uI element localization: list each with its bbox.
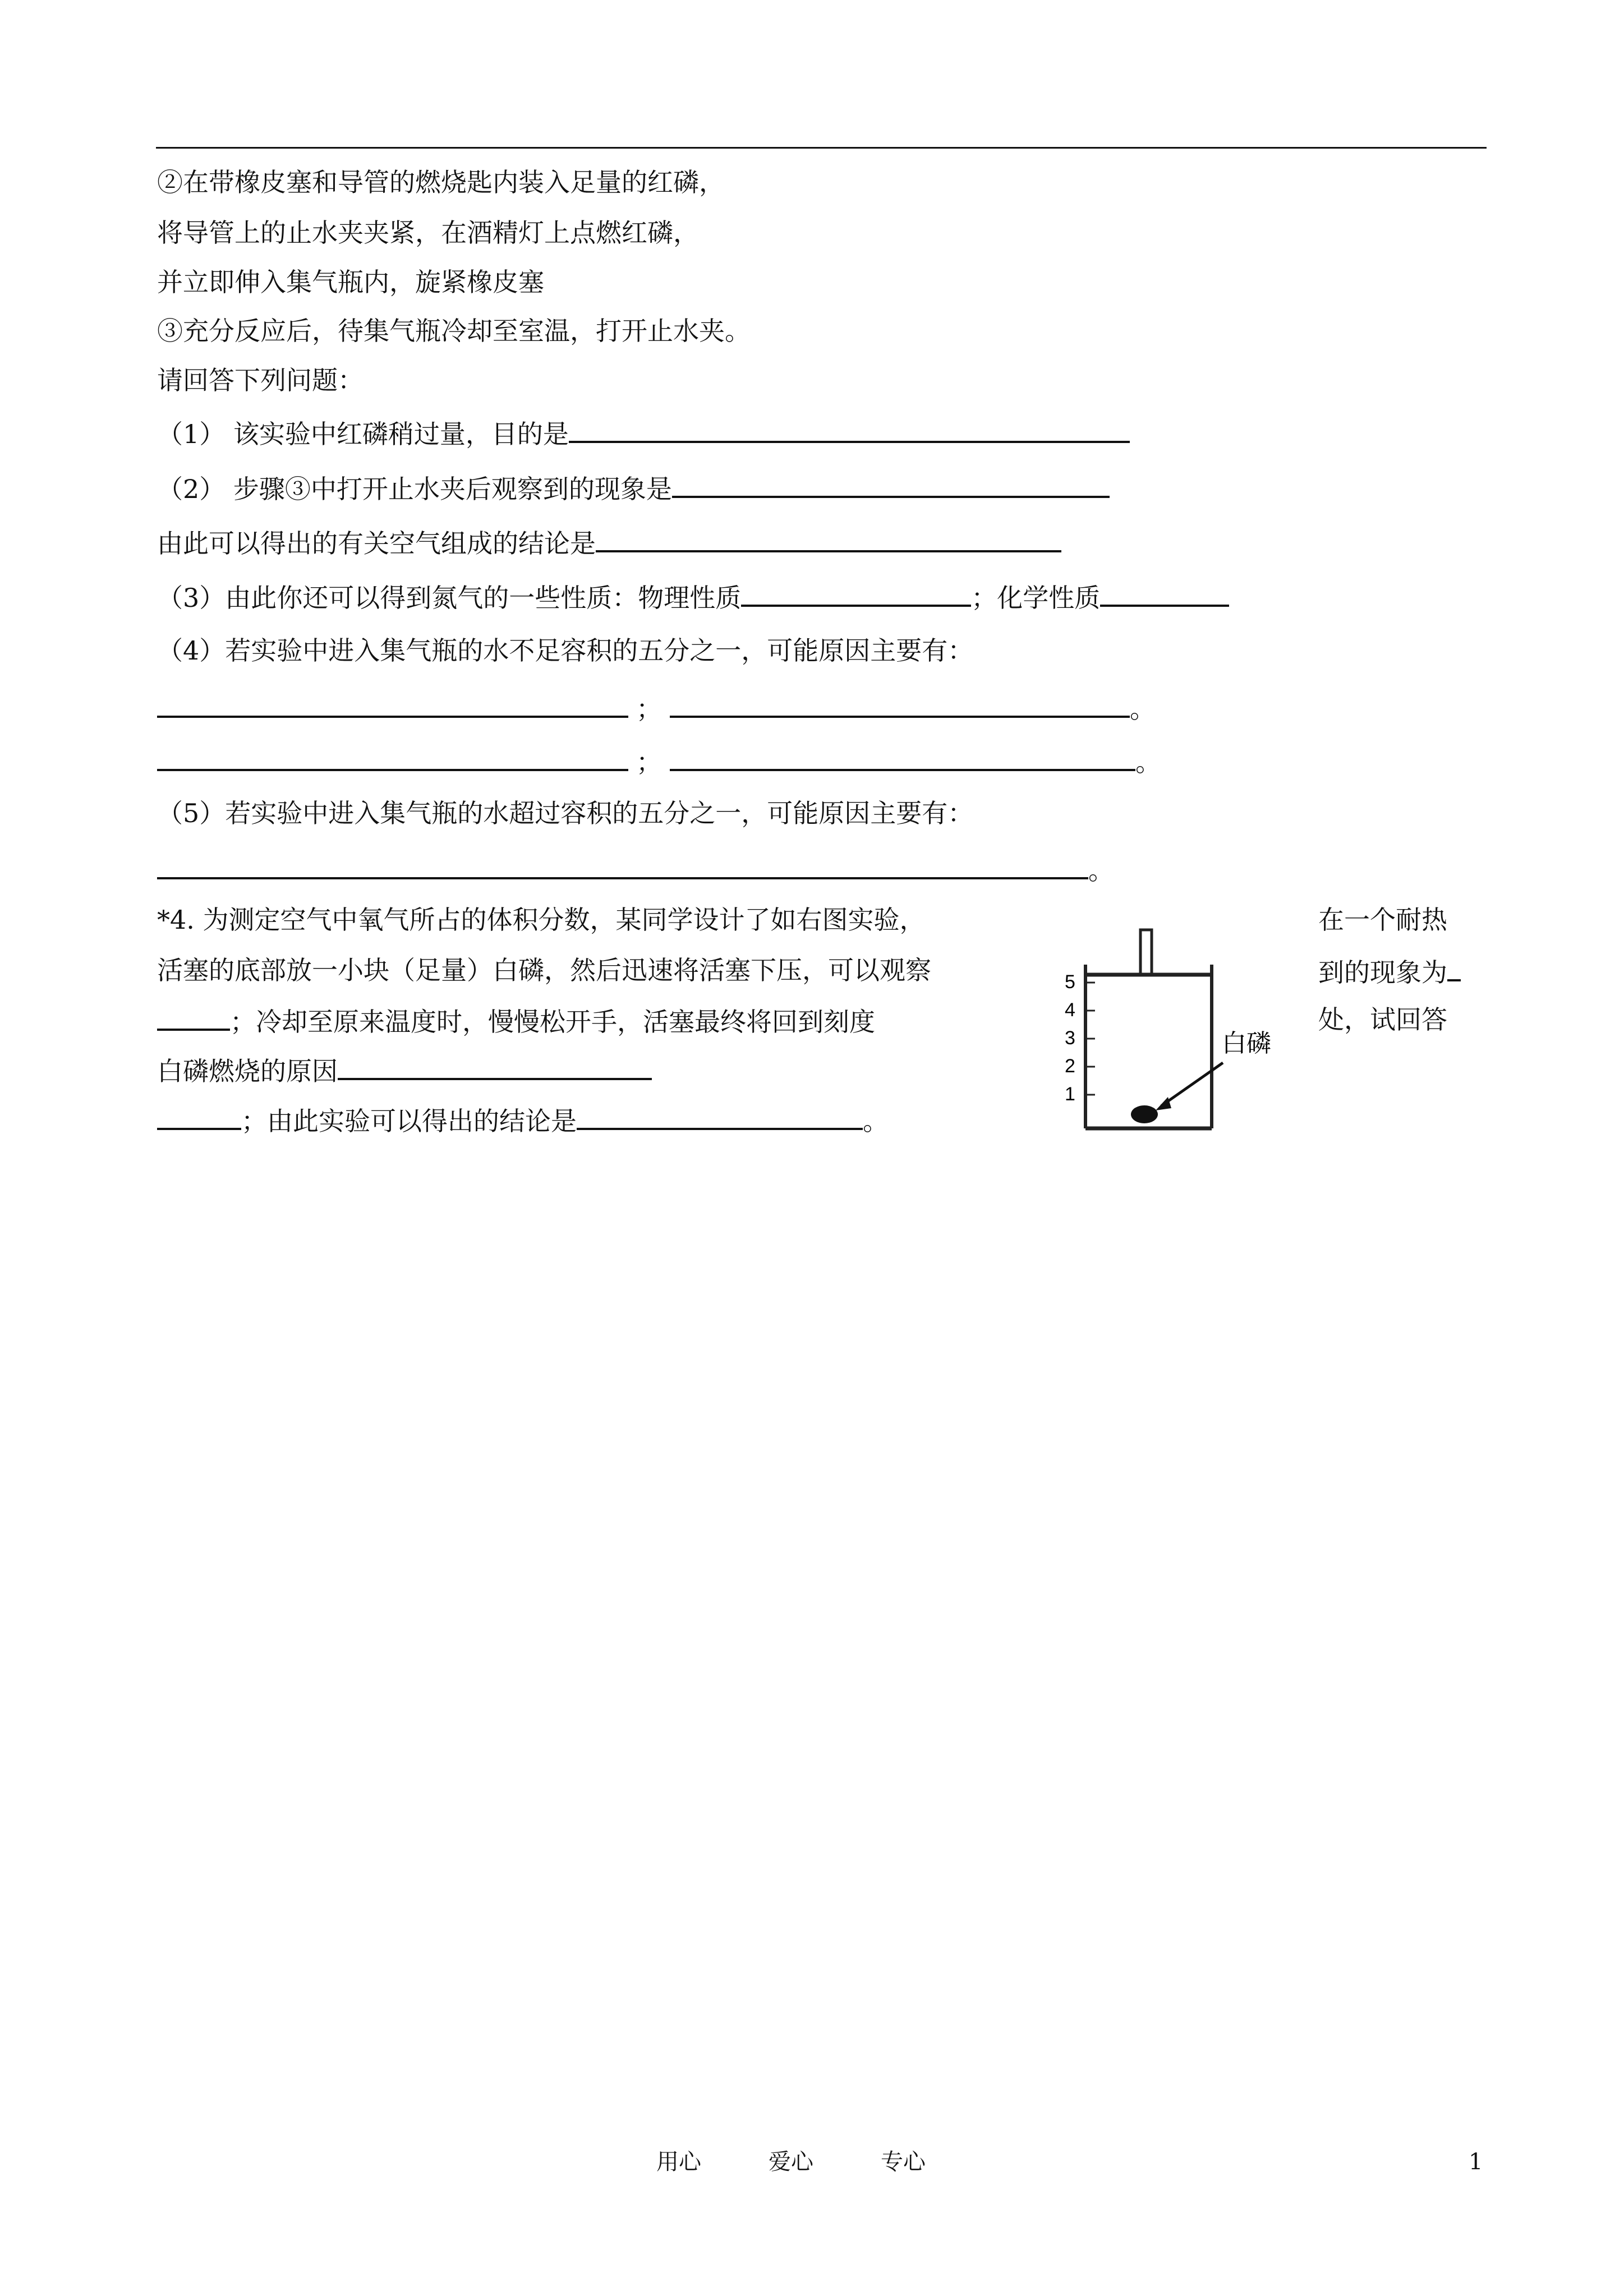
white-phosphorus-lump bbox=[1131, 1105, 1158, 1123]
piston-rod bbox=[1140, 930, 1152, 975]
problem-4-conclusion-blank[interactable] bbox=[577, 1102, 863, 1130]
question-1 bbox=[157, 415, 1130, 451]
question-3-chemical-blank[interactable] bbox=[1100, 579, 1229, 607]
footer-right: 专心 bbox=[881, 2149, 926, 2175]
question-prompt: 请回答下列问题： bbox=[157, 365, 364, 395]
question-2-text: （2） 步骤③中打开止水夹后观察到的现象是 bbox=[157, 474, 672, 504]
step-2-line-1: ②在带橡皮塞和导管的燃烧匙内装入足量的红磷， bbox=[157, 167, 725, 197]
scale-label-5: 5 bbox=[1065, 971, 1075, 993]
question-2-answer-blank[interactable] bbox=[672, 470, 1110, 498]
white-phosphorus-label: 白磷 bbox=[1222, 1029, 1271, 1058]
header-rule bbox=[156, 147, 1487, 149]
problem-4-line-4 bbox=[157, 1052, 652, 1088]
piston-cylinder-figure bbox=[1043, 925, 1290, 1138]
semicolon: ； bbox=[636, 694, 662, 724]
question-4-blank-1[interactable] bbox=[157, 690, 628, 718]
scale-label-2: 2 bbox=[1065, 1055, 1075, 1077]
problem-4-line-3-text: ；冷却至原来温度时，慢慢松开手，活塞最终将回到刻度 bbox=[230, 1007, 875, 1037]
question-4-blank-4[interactable] bbox=[670, 743, 1135, 771]
question-2-conclusion bbox=[157, 524, 1061, 560]
problem-4-observation-blank-cont[interactable] bbox=[157, 1003, 230, 1031]
question-4-blank-3[interactable] bbox=[157, 743, 628, 771]
problem-4-reason-blank[interactable] bbox=[338, 1052, 652, 1080]
question-1-text: （1） 该实验中红磷稍过量，目的是 bbox=[157, 419, 569, 449]
period: 。 bbox=[1135, 747, 1161, 777]
question-4-answers-row-2 bbox=[157, 743, 1161, 779]
question-1-answer-blank[interactable] bbox=[569, 415, 1130, 443]
problem-4-line-2-right-text: 到的现象为 bbox=[1318, 957, 1447, 988]
question-3-physical-text: （3）由此你还可以得到氮气的一些性质：物理性质 bbox=[157, 583, 742, 613]
problem-4-line-1: *4. 为测定空气中氧气所占的体积分数，某同学设计了如右图实验， bbox=[157, 905, 926, 935]
question-4: （4）若实验中进入集气瓶的水不足容积的五分之一，可能原因主要有： bbox=[157, 635, 974, 666]
problem-4-line-1-right: 在一个耐热 bbox=[1318, 905, 1447, 935]
problem-4-line-3-right: 处，试回答 bbox=[1318, 1004, 1447, 1035]
question-2 bbox=[157, 470, 1110, 506]
problem-4-line-2-right bbox=[1318, 953, 1461, 989]
question-3 bbox=[157, 579, 1229, 615]
question-4-blank-2[interactable] bbox=[670, 690, 1130, 718]
scale-label-4: 4 bbox=[1065, 999, 1075, 1021]
problem-4-line-2: 活塞的底部放一小块（足量）白磷，然后迅速将活塞下压，可以观察 bbox=[157, 955, 931, 985]
problem-4-line-3 bbox=[157, 1003, 875, 1039]
period: 。 bbox=[1088, 855, 1114, 886]
step-2-line-3: 并立即伸入集气瓶内，旋紧橡皮塞 bbox=[157, 267, 544, 297]
question-3-physical-blank[interactable] bbox=[741, 579, 971, 607]
question-5-blank[interactable] bbox=[157, 851, 1088, 879]
question-3-chemical-text: ；化学性质 bbox=[971, 583, 1101, 613]
problem-4-reason-text: 白磷燃烧的原因 bbox=[157, 1056, 338, 1086]
arrow-line bbox=[1161, 1063, 1223, 1106]
scale-label-1: 1 bbox=[1065, 1084, 1075, 1105]
footer-left: 用心 bbox=[656, 2149, 701, 2175]
problem-4-observation-blank[interactable] bbox=[1447, 953, 1461, 981]
problem-4-line-5 bbox=[157, 1102, 889, 1138]
step-3-line: ③充分反应后，待集气瓶冷却至室温，打开止水夹。 bbox=[157, 316, 751, 346]
scale-label-3: 3 bbox=[1065, 1027, 1075, 1049]
question-5: （5）若实验中进入集气瓶的水超过容积的五分之一，可能原因主要有： bbox=[157, 798, 974, 828]
question-5-answer-row bbox=[157, 851, 1114, 887]
period: 。 bbox=[863, 1106, 889, 1136]
problem-4-reason-blank-cont[interactable] bbox=[157, 1102, 241, 1130]
step-2-line-2: 将导管上的止水夹夹紧，在酒精灯上点燃红磷， bbox=[157, 218, 699, 248]
question-2-conclusion-blank[interactable] bbox=[596, 524, 1061, 552]
semicolon: ； bbox=[636, 747, 662, 777]
question-2-conclusion-text: 由此可以得出的有关空气组成的结论是 bbox=[157, 528, 596, 559]
footer-mid: 爱心 bbox=[769, 2149, 813, 2175]
problem-4-conclusion-text: ；由此实验可以得出的结论是 bbox=[241, 1106, 577, 1136]
question-4-answers-row-1 bbox=[157, 690, 1156, 726]
period: 。 bbox=[1130, 694, 1156, 724]
page-number: 1 bbox=[1469, 2149, 1483, 2175]
